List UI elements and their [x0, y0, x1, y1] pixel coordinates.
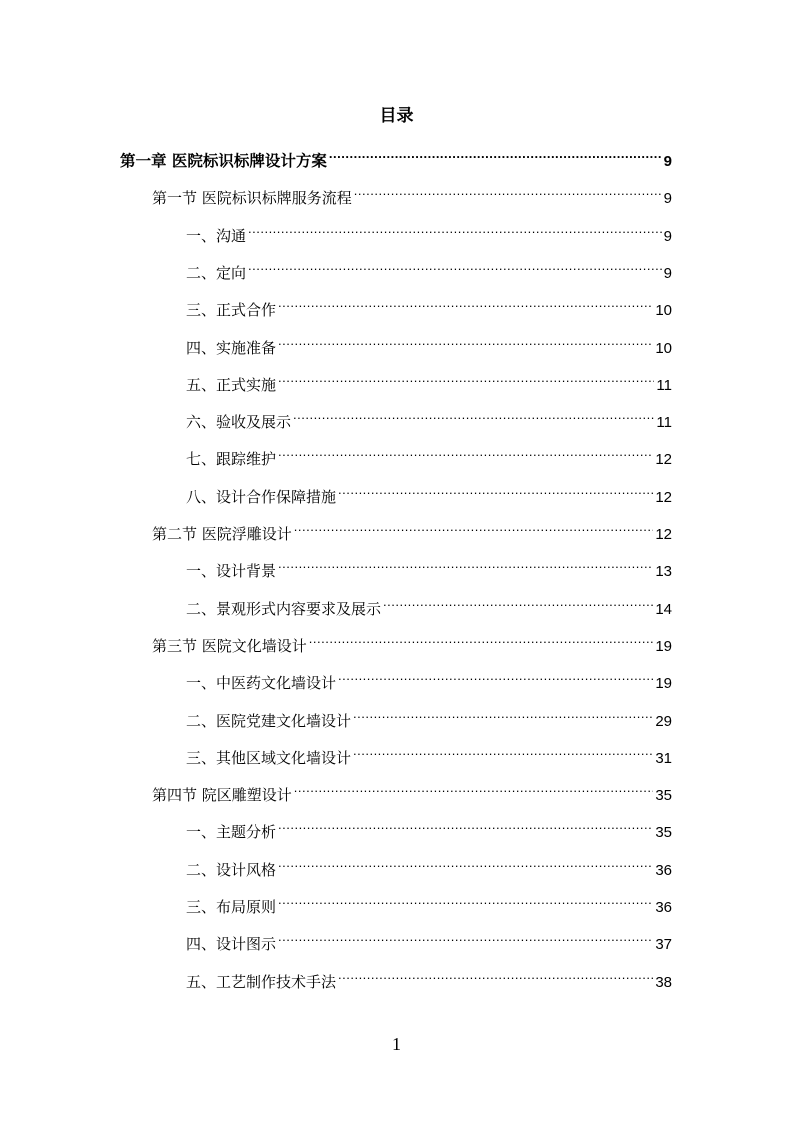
- toc-subsection-entry[interactable]: [186, 403, 672, 431]
- toc-dot-leader: [278, 291, 653, 315]
- toc-chapter-entry[interactable]: [120, 142, 672, 170]
- toc-entry-page: 11: [656, 377, 672, 394]
- toc-dot-leader: [353, 739, 653, 763]
- toc-subsection-entry[interactable]: [186, 963, 672, 991]
- toc-subsection-entry[interactable]: [186, 552, 672, 580]
- toc-entry-label: 一、设计背景: [186, 562, 277, 580]
- toc-dot-leader: [294, 776, 654, 800]
- toc-dot-leader: [278, 851, 653, 875]
- toc-subsection-entry[interactable]: [186, 739, 672, 767]
- toc-entry-label: 三、其他区域文化墙设计: [186, 749, 352, 767]
- toc-dot-leader: [383, 590, 653, 614]
- toc-entry-page: 12: [655, 526, 672, 543]
- page-title: 目录: [379, 106, 414, 126]
- toc-subsection-entry[interactable]: [186, 851, 672, 879]
- toc-subsection-entry[interactable]: [186, 329, 672, 357]
- toc-entry-page: 9: [663, 265, 672, 282]
- toc-dot-leader: [353, 702, 653, 726]
- toc-dot-leader: [278, 813, 653, 837]
- toc-entry-page: 29: [655, 713, 672, 730]
- toc-entry-label: 一、中医药文化墙设计: [186, 674, 337, 692]
- toc-section-entry[interactable]: [152, 179, 672, 207]
- toc-entry-label: 三、布局原则: [186, 898, 277, 916]
- toc-entry-page: 12: [655, 489, 672, 506]
- toc-entry-label: 四、设计图示: [186, 935, 277, 953]
- toc-dot-leader: [338, 963, 653, 987]
- toc-entry-label: 八、设计合作保障措施: [186, 488, 337, 506]
- toc-subsection-entry[interactable]: [186, 590, 672, 618]
- toc-entry-page: 19: [655, 675, 672, 692]
- toc-dot-leader: [278, 552, 653, 576]
- toc-entry-page: 31: [655, 750, 672, 767]
- toc-subsection-entry[interactable]: [186, 366, 672, 394]
- toc-entry-page: 35: [655, 824, 672, 841]
- toc-entry-label: 一、沟通: [186, 227, 247, 245]
- toc-entry-page: 9: [663, 190, 672, 207]
- toc-entry-label: 二、景观形式内容要求及展示: [186, 600, 382, 618]
- toc-subsection-entry[interactable]: [186, 440, 672, 468]
- toc-dot-leader: [278, 888, 653, 912]
- toc-section-entry[interactable]: [152, 776, 672, 804]
- toc-subsection-entry[interactable]: [186, 702, 672, 730]
- toc-subsection-entry[interactable]: [186, 291, 672, 319]
- toc-entry-page: 35: [655, 787, 672, 804]
- toc-entry-page: 36: [655, 862, 672, 879]
- toc-dot-leader: [309, 627, 654, 651]
- toc-dot-leader: [294, 515, 654, 539]
- toc-entry-page: 10: [655, 340, 672, 357]
- toc-entry-label: 二、医院党建文化墙设计: [186, 712, 352, 730]
- toc-subsection-entry[interactable]: [186, 217, 672, 245]
- toc-dot-leader: [329, 142, 662, 166]
- toc-dot-leader: [278, 925, 653, 949]
- page-number: 1: [392, 1034, 401, 1054]
- toc-entry-label: 六、验收及展示: [186, 413, 292, 431]
- toc-subsection-entry[interactable]: [186, 813, 672, 841]
- toc-subsection-entry[interactable]: [186, 888, 672, 916]
- toc-entry-label: 七、跟踪维护: [186, 450, 277, 468]
- toc-subsection-entry[interactable]: [186, 254, 672, 282]
- toc-entry-page: 14: [655, 601, 672, 618]
- toc-subsection-entry[interactable]: [186, 925, 672, 953]
- toc-entry-label: 第三节 医院文化墙设计: [152, 637, 307, 655]
- toc-entry-label: 二、定向: [186, 264, 247, 282]
- toc-entry-label: 一、主题分析: [186, 823, 277, 841]
- toc-section-entry[interactable]: [152, 627, 672, 655]
- toc-entry-page: 9: [663, 228, 672, 245]
- toc-entry-label: 第一章 医院标识标牌设计方案: [120, 152, 327, 170]
- toc-entry-page: 36: [655, 899, 672, 916]
- toc-entry-page: 9: [663, 153, 672, 170]
- toc-entry-page: 12: [655, 451, 672, 468]
- toc-entry-page: 13: [655, 563, 672, 580]
- toc-dot-leader: [338, 664, 653, 688]
- toc-entry-label: 三、正式合作: [186, 301, 277, 319]
- toc-entry-label: 第二节 医院浮雕设计: [152, 525, 292, 543]
- toc-entry-page: 38: [655, 974, 672, 991]
- toc-entry-label: 二、设计风格: [186, 861, 277, 879]
- toc-dot-leader: [278, 440, 653, 464]
- toc-dot-leader: [248, 217, 662, 241]
- toc-entry-page: 11: [656, 414, 672, 431]
- toc-entry-page: 10: [655, 302, 672, 319]
- toc-dot-leader: [278, 366, 654, 390]
- toc-dot-leader: [278, 329, 653, 353]
- toc-entry-label: 四、实施准备: [186, 339, 277, 357]
- toc-subsection-entry[interactable]: [186, 478, 672, 506]
- toc-entry-label: 第一节 医院标识标牌服务流程: [152, 189, 352, 207]
- toc-entry-page: 19: [655, 638, 672, 655]
- toc-entry-label: 五、工艺制作技术手法: [186, 973, 337, 991]
- toc-dot-leader: [354, 179, 662, 203]
- toc-dot-leader: [248, 254, 662, 278]
- toc-dot-leader: [293, 403, 654, 427]
- toc-subsection-entry[interactable]: [186, 664, 672, 692]
- toc-dot-leader: [338, 478, 653, 502]
- toc-entry-page: 37: [655, 936, 672, 953]
- toc-entry-label: 五、正式实施: [186, 376, 277, 394]
- toc-entry-label: 第四节 院区雕塑设计: [152, 786, 292, 804]
- toc-section-entry[interactable]: [152, 515, 672, 543]
